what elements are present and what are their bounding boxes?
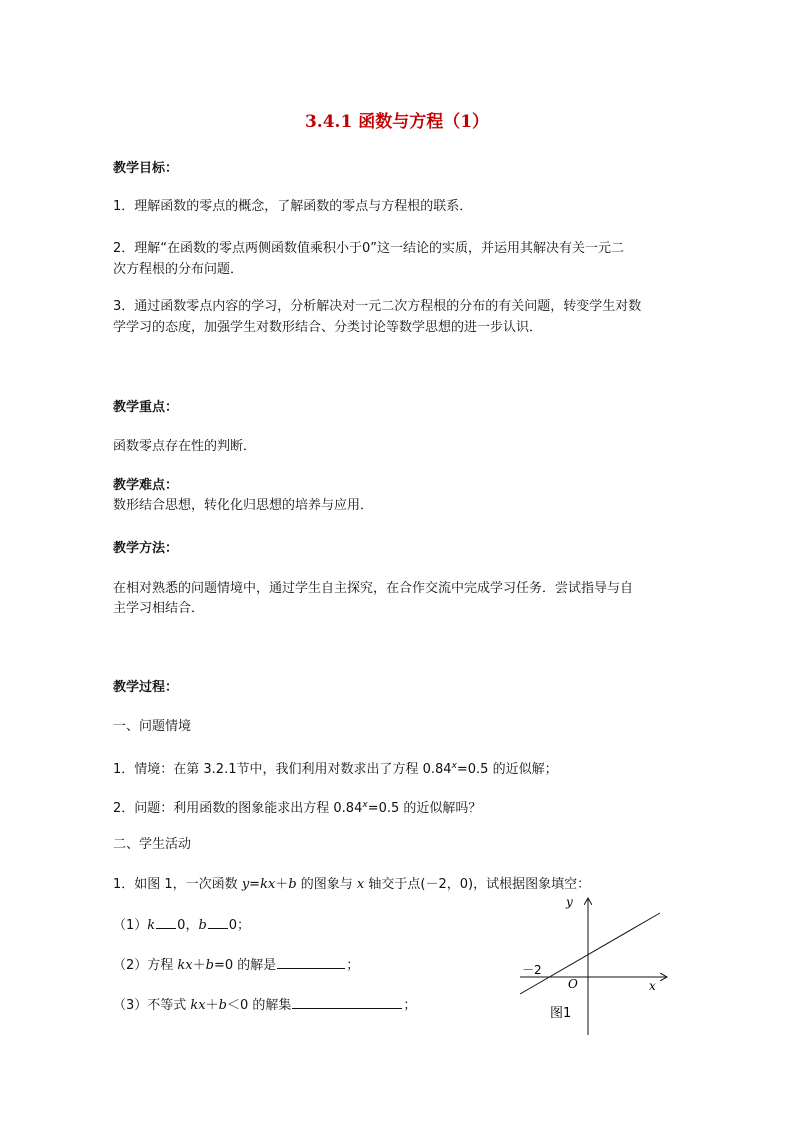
section-1-heading: 一、问题情境 (113, 719, 192, 734)
question-2 (113, 956, 359, 974)
s2-item1-text-c: 轴交于点(－2，0)，试根据图象填空： (364, 877, 591, 892)
plus-sign: ＋ (275, 877, 289, 892)
difficulties-text: 数形结合思想，转化化归思想的培养与应用． (113, 498, 374, 513)
objective-item-1: 1．理解函数的零点的概念，了解函数的零点与方程根的联系． (113, 199, 473, 214)
key-points-heading: 教学重点： (113, 400, 179, 415)
q1-text-b: 0， (177, 918, 199, 933)
methods-line-1: 在相对熟悉的问题情境中，通过学生自主探究，在合作交流中完成学习任务．尝试指导与自 (113, 581, 634, 596)
var-kx: kx (190, 998, 206, 1013)
objective-item-3-line2: 学学习的态度，加强学生对数形结合、分类讨论等数学思想的进一步认识． (113, 320, 543, 335)
q2-text-c: =0 的解是 (213, 958, 277, 973)
origin-label: O (568, 977, 578, 991)
s1-item2-text-a: 2．问题：利用函数的图象能求出方程 0.84 (113, 801, 363, 816)
methods-heading: 教学方法： (113, 541, 179, 556)
methods-line-2: 主学习相结合． (113, 601, 205, 616)
q1-blank-1[interactable] (156, 916, 176, 929)
x-axis-label: x (649, 979, 656, 993)
var-y: y (241, 877, 250, 892)
var-b: b (205, 958, 214, 973)
q2-text-d: ； (346, 958, 360, 973)
difficulties-heading: 教学难点： (113, 478, 179, 493)
q1-blank-2[interactable] (208, 916, 228, 929)
s1-item1-exponent: x (451, 761, 457, 771)
q3-label: （3）不等式 (113, 998, 191, 1013)
function-line (520, 913, 660, 994)
section-1-item-2 (113, 797, 481, 817)
question-3 (113, 996, 416, 1014)
figure-caption: 图1 (550, 1006, 572, 1021)
s2-item1-text-a: 1．如图 1，一次函数 (113, 877, 242, 892)
y-axis-label: y (566, 895, 573, 909)
q3-answer-blank[interactable] (292, 996, 402, 1009)
objectives-heading: 教学目标： (113, 161, 179, 176)
figure-1-graph (510, 893, 680, 1043)
q1-text-c: 0； (228, 918, 251, 933)
var-kx: kx (260, 877, 276, 892)
plus-sign: ＋ (192, 958, 206, 973)
equals-sign: = (249, 877, 261, 892)
var-kx: kx (177, 958, 193, 973)
q3-text-c: ＜0 的解集 (226, 998, 292, 1013)
objective-item-2-line1: 2．理解“在函数的零点两侧函数值乘积小于0”这一结论的实质，并运用其解决有关一元二 (113, 241, 625, 256)
plus-sign: ＋ (205, 998, 219, 1013)
key-points-text: 函数零点存在性的判断． (113, 439, 257, 454)
s2-item1-text-b: 的图象与 (296, 877, 357, 892)
q2-label: （2）方程 (113, 958, 178, 973)
section-1-item-1 (113, 758, 558, 778)
objective-item-3-line1: 3．通过函数零点内容的学习，分析解决对一元二次方程根的分布的有关问题，转变学生对数 (113, 299, 642, 314)
var-b: b (288, 877, 297, 892)
question-1 (113, 916, 250, 934)
intercept-label: －2 (522, 963, 542, 977)
var-b: b (218, 998, 227, 1013)
objective-item-2-line2: 次方程根的分布问题． (113, 262, 244, 277)
var-x: x (356, 877, 365, 892)
s1-item1-text-b: =0.5 的近似解； (456, 762, 558, 777)
s1-item2-text-b: =0.5 的近似解吗？ (367, 801, 482, 816)
q3-text-d: ； (403, 998, 417, 1013)
page-title: 3.4.1 函数与方程（1） (304, 112, 490, 132)
s1-item2-exponent: x (362, 800, 368, 810)
q1-label: （1） (113, 918, 148, 933)
var-b: b (198, 918, 207, 933)
section-2-item-1 (113, 876, 590, 893)
section-2-heading: 二、学生活动 (113, 837, 192, 852)
var-k: k (147, 918, 156, 933)
s1-item1-text-a: 1．情境：在第 3.2.1节中，我们利用对数求出了方程 0.84 (113, 762, 452, 777)
process-heading: 教学过程： (113, 680, 179, 695)
q2-answer-blank[interactable] (277, 956, 345, 969)
